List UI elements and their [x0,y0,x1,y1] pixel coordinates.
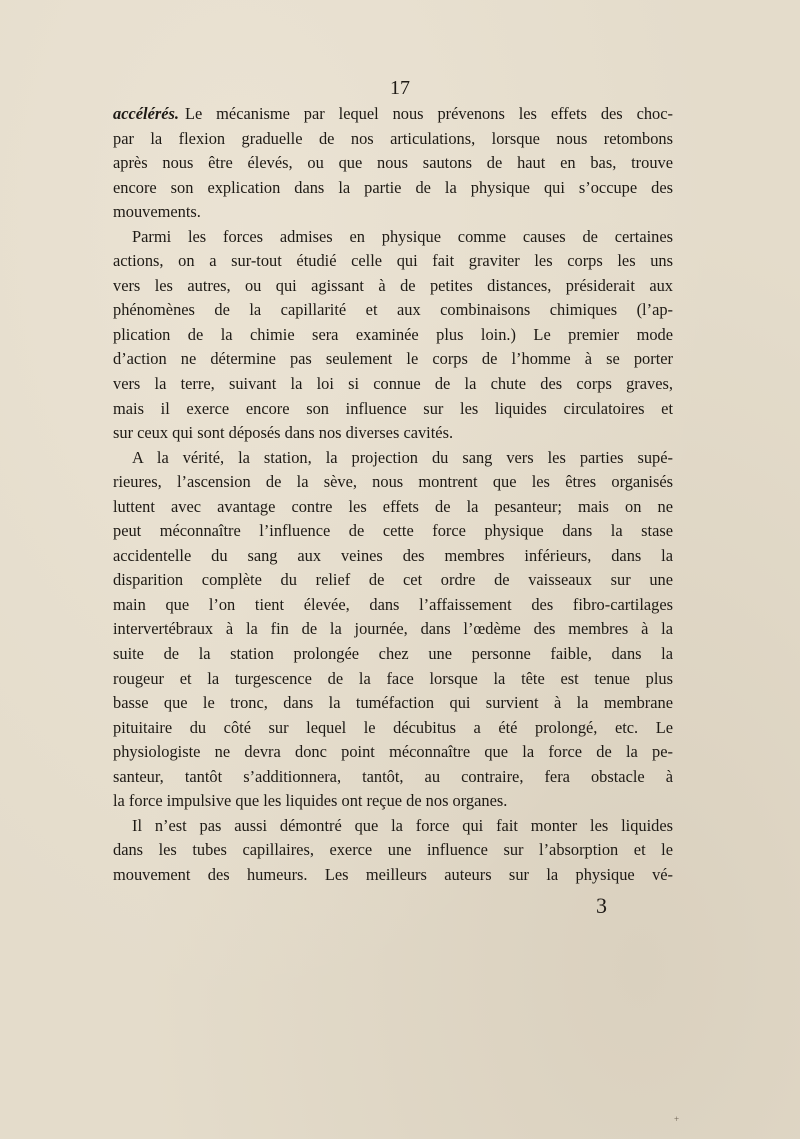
paragraph [113,446,673,814]
text-line: peut méconnaître l’influence de cette force physique dans la stase [113,521,673,541]
text-line: après nous être élevés, ou que nous sautons de haut en bas, trouve [113,153,673,173]
ink-speck: + [674,1114,680,1124]
text-line: rougeur et la turgescence de la face lorsque la tête est tenue plus [113,668,673,688]
text-line: physiologiste ne devra donc point méconnaître que la force de la pe- [113,742,673,762]
text-line: accidentelle du sang aux veines des membres inférieurs, dans la [113,545,673,565]
text-line: par la flexion graduelle de nos articulations, lorsque nous retombons [113,128,673,148]
paragraph [113,225,673,446]
text-line: luttent avec avantage contre les effets de la pesanteur; mais on ne [113,496,673,516]
text-line [113,102,673,127]
text-line: santeur, tantôt s’additionnera, tantôt, au contraire, fera obstacle à [113,766,673,786]
text-line: d’action ne détermine pas seulement le corps de l’homme à se porter [113,349,673,369]
page-number: 17 [390,77,410,99]
text-line: pituitaire du côté sur lequel le décubitus a été prolongé, etc. Le [113,717,673,737]
signature-mark: 3 [596,893,607,918]
paragraph [113,814,673,888]
text-line: intervertébraux à la fin de la journée, dans l’œdème des membres à la [113,619,673,639]
text-line: mouvements. [113,202,201,222]
text-line: phénomènes de la capillarité et aux combinaisons chimiques (l’ap- [113,300,673,320]
text-line: Parmi les forces admises en physique comme causes de certaines [132,226,673,246]
text-line: Il n’est pas aussi démontré que la force qui fait monter les liquides [132,815,673,835]
text-line: disparition complète du relief de cet ordre de vaisseaux sur une [113,570,673,590]
text-line: A la vérité, la station, la projection du sang vers les parties supé- [132,447,673,467]
text-line: la force impulsive que les liquides ont reçue de nos organes. [113,791,508,811]
text-line: actions, on a sur-tout étudié celle qui fait graviter les corps les uns [113,251,673,271]
paragraph [113,102,673,225]
text-line: encore son explication dans la partie de la physique qui s’occupe des [113,177,673,197]
text-line: sur ceux qui sont déposés dans nos diverses cavités. [113,423,454,443]
text-line: mais il exerce encore son influence sur les liquides circulatoires et [113,398,673,418]
paragraph-lead-word: accélérés. [113,104,179,123]
text-line: main que l’on tient élevée, dans l’affaissement des fibro-cartilages [113,594,673,614]
text-line: rieures, l’ascension de la sève, nous montrent que les êtres organisés [113,472,673,492]
text-line: basse que le tronc, dans la tuméfaction qui survient à la membrane [113,693,673,713]
body-text [113,102,673,888]
text-line-content: Le mécanisme par lequel nous prévenons les effets des choc- [184,104,673,123]
text-line: plication de la chimie sera examinée plus loin.) Le premier mode [113,324,673,344]
text-line: dans les tubes capillaires, exerce une influence sur l’absorption et le [113,840,673,860]
text-line: vers la terre, suivant la loi si connue de la chute des corps graves, [113,374,673,394]
text-line: suite de la station prolongée chez une personne faible, dans la [113,644,673,664]
text-line: mouvement des humeurs. Les meilleurs auteurs sur la physique vé- [113,864,673,884]
text-line: vers les autres, ou qui agissant à de petites distances, présiderait aux [113,275,673,295]
